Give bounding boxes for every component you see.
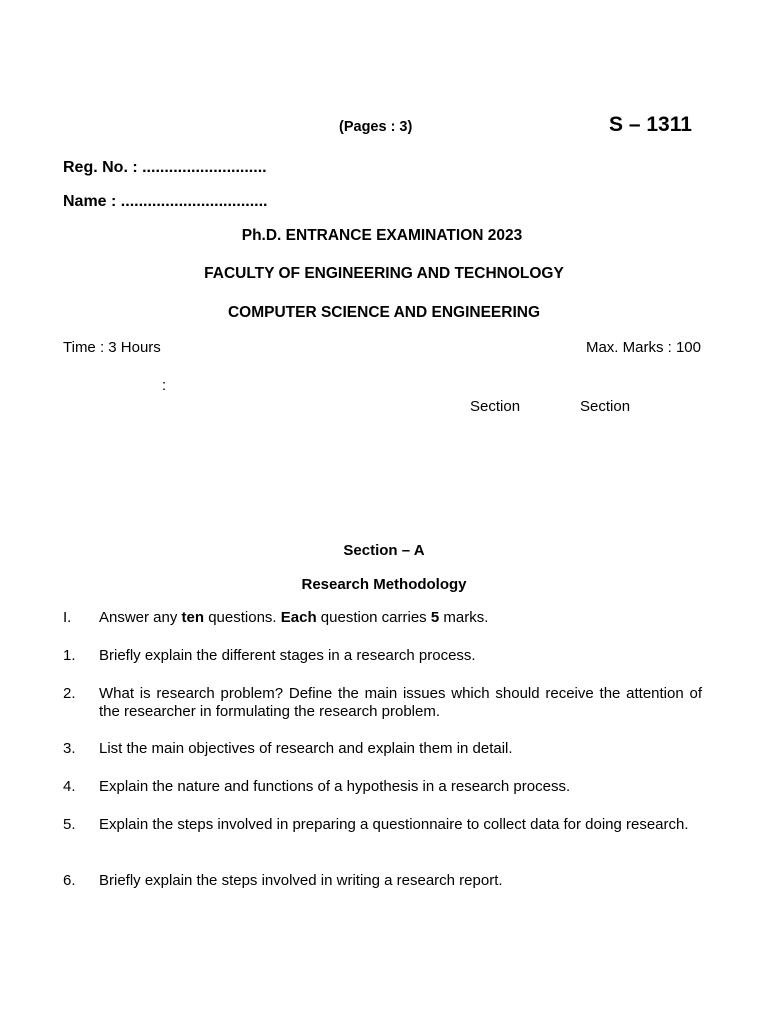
- instruction-part: questions.: [204, 609, 281, 626]
- reg-no-field: Reg. No. : ............................: [63, 159, 267, 176]
- section-heading: Section – A: [343, 542, 425, 559]
- question-number: 6.: [63, 872, 76, 889]
- instruction-part: question carries: [316, 609, 431, 626]
- department-title: COMPUTER SCIENCE AND ENGINEERING: [227, 304, 541, 321]
- question-number: 3.: [63, 740, 76, 757]
- question-number: 5.: [63, 816, 76, 833]
- instruction-colon: :: [162, 377, 167, 394]
- question-number: 1.: [63, 647, 76, 664]
- instruction-bold: 5: [430, 609, 440, 626]
- question-text: Briefly explain the steps involved in writing a research report.: [99, 872, 503, 889]
- name-field: Name : .................................: [63, 193, 268, 210]
- section-subject: Research Methodology: [301, 576, 467, 593]
- pages-count: (Pages : 3): [339, 119, 413, 135]
- exam-title: Ph.D. ENTRANCE EXAMINATION 2023: [241, 227, 523, 244]
- instruction-part: marks.: [439, 609, 489, 626]
- question-text: List the main objectives of research and explain them in detail.: [99, 740, 513, 757]
- max-marks: Max. Marks : 100: [585, 339, 701, 356]
- question-number: 4.: [63, 778, 76, 795]
- question-text: Briefly explain the different stages in a research process.: [99, 647, 476, 664]
- instruction-text: [99, 609, 702, 627]
- faculty-title: FACULTY OF ENGINEERING AND TECHNOLOGY: [204, 265, 564, 282]
- section-label-1: Section: [470, 398, 521, 415]
- instruction-bold: ten: [181, 609, 205, 626]
- question-text: Explain the steps involved in preparing a questionnaire to collect data for doing research.: [99, 816, 689, 833]
- time-allowed: Time : 3 Hours: [63, 339, 161, 356]
- paper-code: S – 1311: [609, 113, 692, 136]
- section-label-2: Section: [580, 398, 631, 415]
- instruction-part: Answer any: [99, 609, 182, 626]
- question-text: What is research problem? Define the main issues which should receive the attention of the researcher in formulating the research problem.: [99, 685, 702, 720]
- instruction-bold: Each: [280, 609, 317, 626]
- question-text: Explain the nature and functions of a hypothesis in a research process.: [99, 778, 571, 795]
- instruction-number: I.: [63, 609, 72, 626]
- question-number: 2.: [63, 685, 76, 702]
